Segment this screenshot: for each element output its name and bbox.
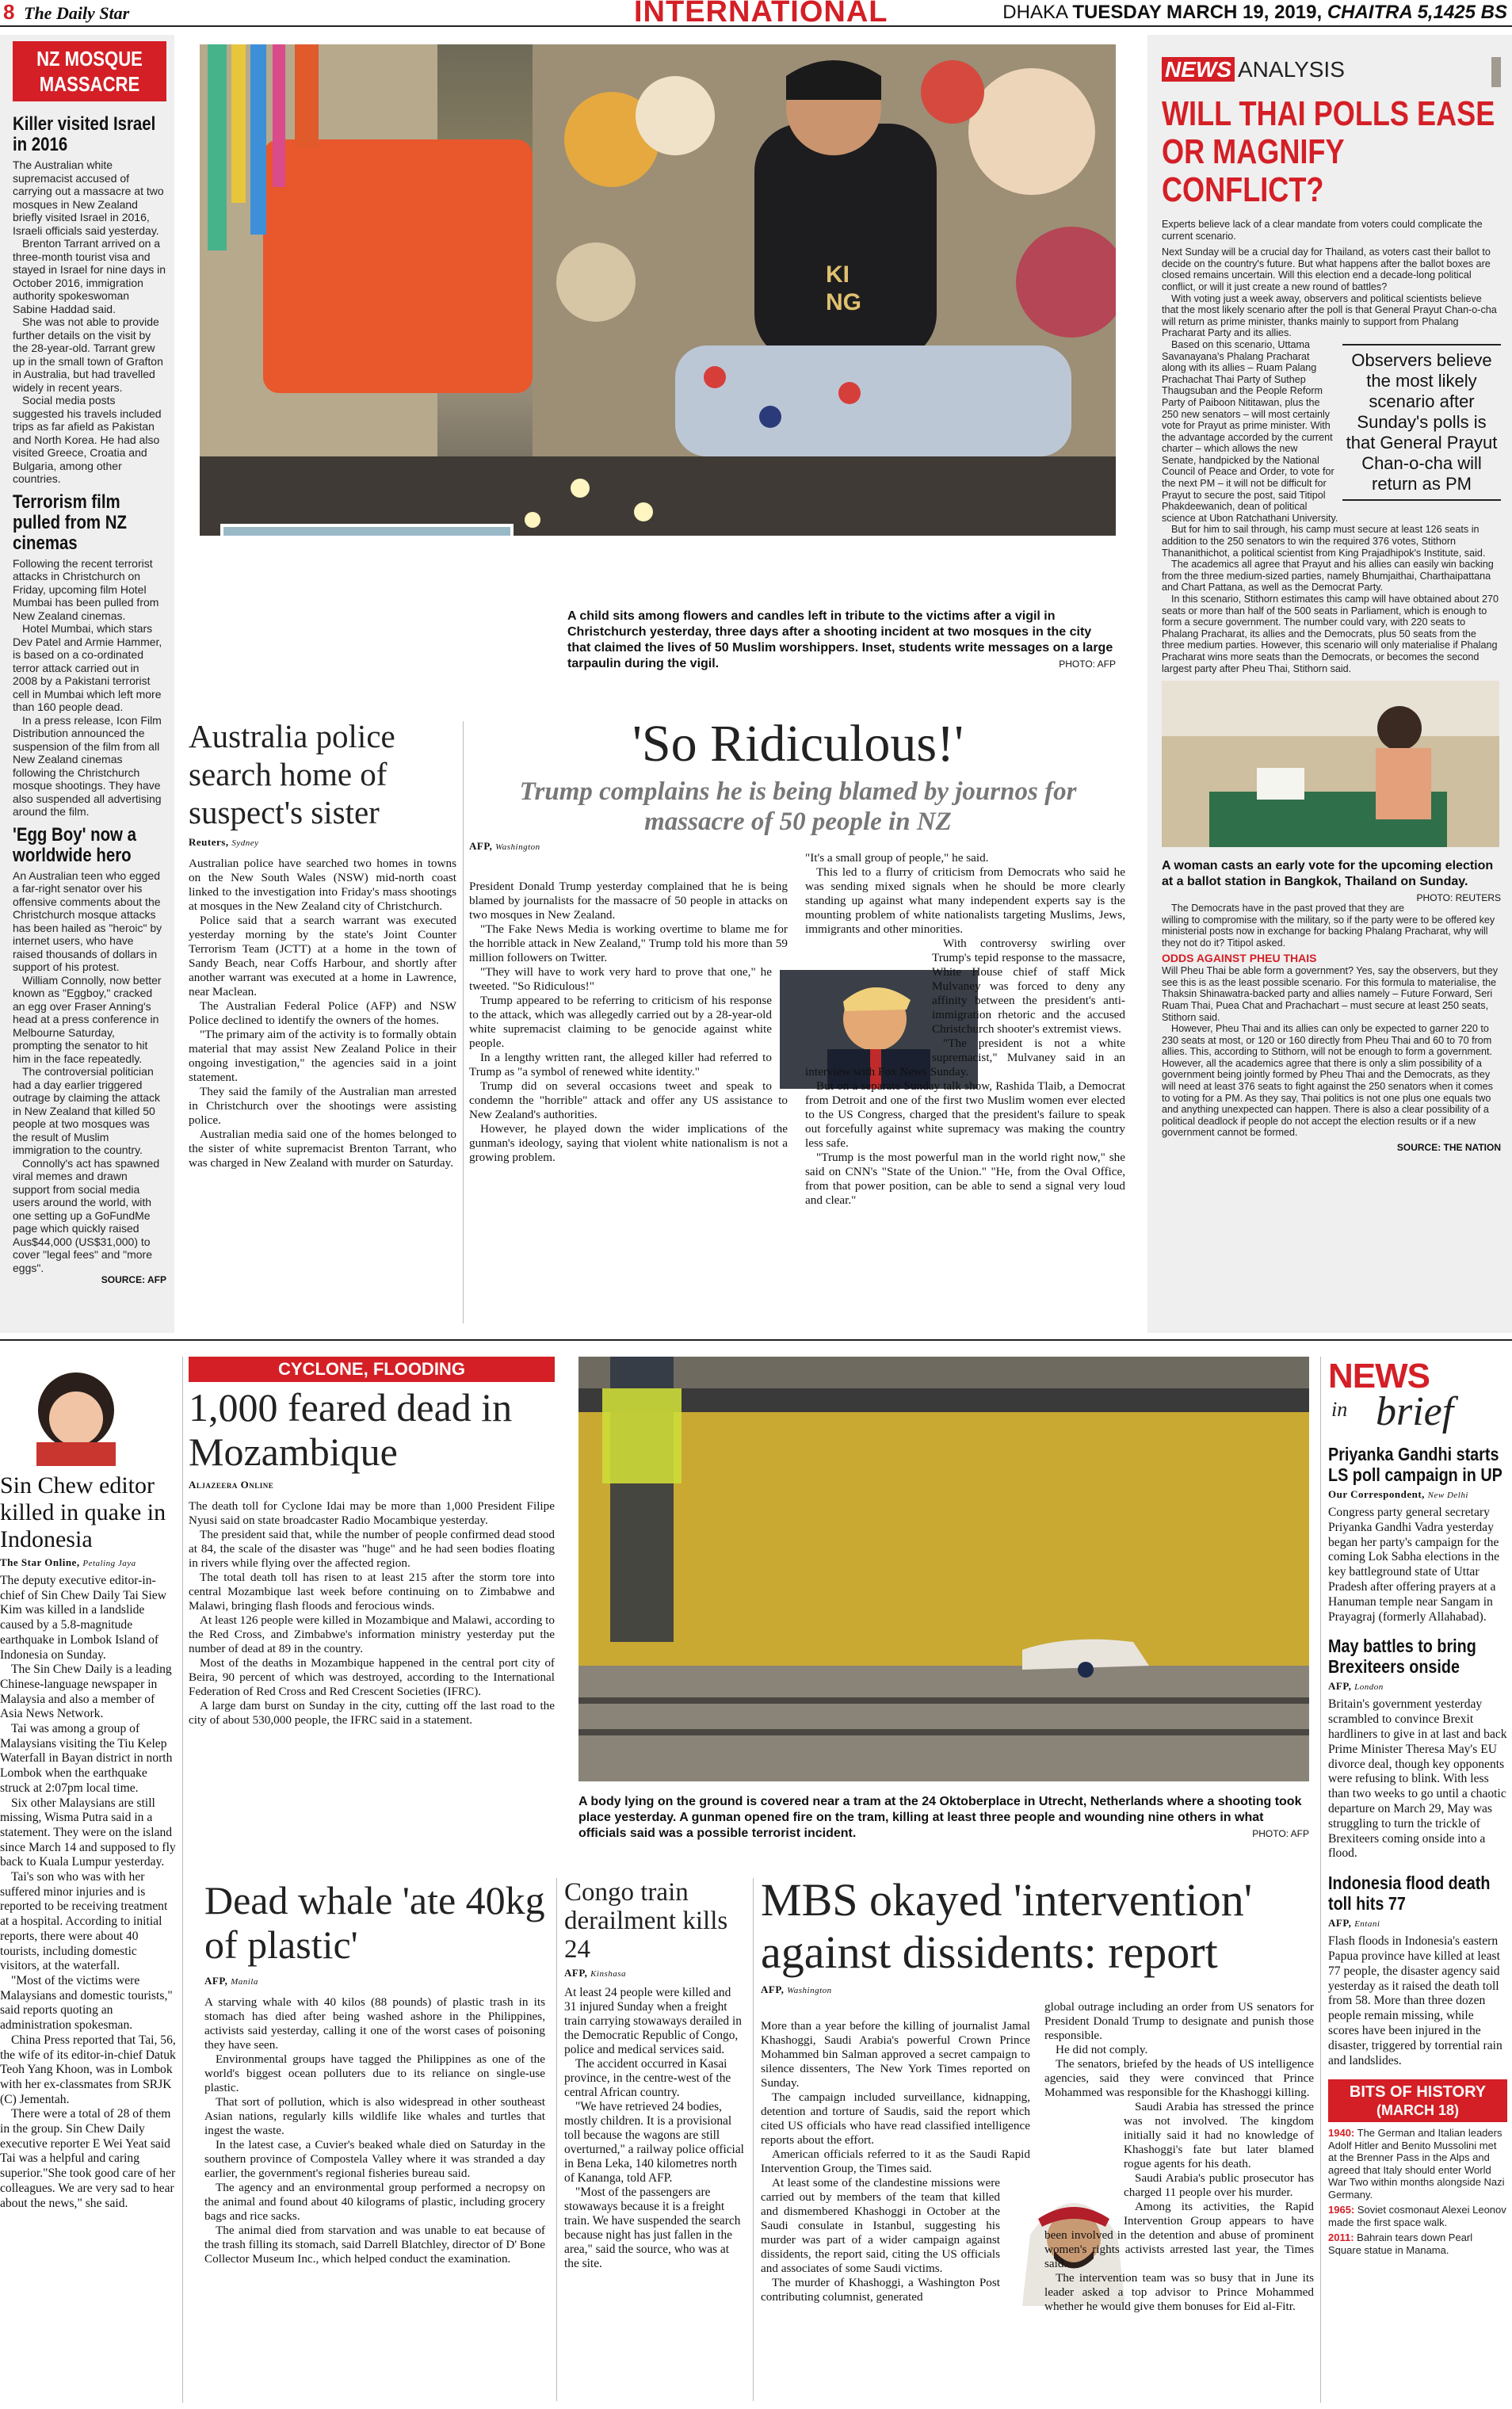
para: Six other Malaysians are still missing, Wisma Putra said in a statement. They were on the island since March 14 and supposed to fly back to Kuala Lumpur yesterday. [0, 1796, 176, 1869]
para: The campaign included surveillance, kidnapping, detention and torture of Saudis, said the report which cited US officials who have read classified intelligence reports about the effort. [761, 2090, 1030, 2147]
para: The death toll for Cyclone Idai may be more than 1,000 President Filipe Nyusi said on state broadcaster Radio Mocambique yesterday. [189, 1499, 555, 1527]
para: The animal died from starvation and was unable to eat because of the trash filling its stomach, said Darrell Blatchley, director of D' Bone Collector Museum Inc., which helped conduct the examination. [204, 2224, 545, 2266]
mozambique-body [189, 1499, 555, 1728]
brief-byline-3 [1328, 1917, 1507, 1930]
para: "The Fake News Media is working overtime to blame me for the horrible attack in New Zealand," Trump told his more than 59 million followers on Twitter. [469, 922, 788, 964]
australia-body [189, 857, 456, 1170]
paper-name: The Daily Star [24, 3, 130, 23]
kicker-text: CYCLONE, FLOODING [278, 1359, 465, 1379]
brief-byline-2 [1328, 1680, 1507, 1693]
australia-story [189, 717, 456, 1170]
analysis-title: WILL THAI POLLS EASE OR MAGNIFY CONFLICT? [1162, 94, 1495, 209]
nz-sidebar [0, 35, 174, 1333]
para: An Australian teen who egged a far-right senator over his offensive comments about the Christchurch mosque attacks has been hailed as "heroic" by internet users, who have raised thousands of dollars in support of his protest. [13, 869, 162, 973]
whale-byline [204, 1975, 545, 1987]
para: But for him to sail through, his camp must secure at least 126 seats in addition to the 250 senators to win the required 376 votes, Stithorn Thananithichot, a political scientist from King Prajadhipok's Institute, said. [1162, 524, 1486, 559]
para: At least some of the clandestine missions were carried out by members of the team that killed and dismembered Khashoggi in October at the Saudi consulate in Istanbul, suggesting his murder was part of a wider campaign against dissidents, the report said, citing the US officials and associates of some Saudi victims. [761, 2176, 1000, 2275]
history-year: 2011: [1328, 2231, 1354, 2244]
brief-news: NEWS [1328, 1357, 1430, 1395]
dateline [1002, 2, 1507, 24]
para: "We have retrieved 24 bodies, mostly children. It is a provisional toll because the wagons are still overturned," a railway police official in Bena Leka, 140 kilometres north of Kananga, told AFP. [564, 2100, 744, 2185]
para: global outrage including an order from US senators for President Donald Trump to designate and punish those responsible. [1044, 2000, 1314, 2042]
analysis-source: SOURCE: THE NATION [1396, 1142, 1501, 1154]
brief-title-3: Indonesia flood death toll hits 77 [1328, 1873, 1491, 1915]
analysis-subhead: ODDS AGAINST PHEU THAIS [1162, 951, 1317, 964]
mozambique-byline: Aljazeera Online [189, 1479, 274, 1491]
sidebar-title-1: Killer visited Israel in 2016 [13, 113, 156, 155]
byline-agency: AFP, [1328, 1917, 1352, 1930]
column-rule [753, 1878, 754, 2401]
history-item [1328, 2231, 1507, 2256]
photo-wrap-space [1044, 2100, 1124, 2227]
byline-agency: AFP, [564, 1967, 588, 1979]
news-in-brief [1328, 1357, 1507, 2256]
brief-logo [1328, 1357, 1507, 1436]
mbs-byline [761, 1983, 1315, 1996]
column-rule [1320, 1357, 1321, 2403]
portrait-art [13, 1363, 139, 1466]
analysis-tag-text: ANALYSIS [1238, 57, 1345, 82]
byline-place: Manila [231, 1977, 258, 1987]
para: There were a total of 28 of them in the group. Sin Chew Daily executive reporter E Wei Yeat said Tai was a helpful and caring superior."She took good care of her colleagues. We are very sad to hear about the news," she said. [0, 2107, 176, 2210]
congo-story [564, 1878, 745, 2271]
svg-text:NG: NG [826, 289, 861, 315]
column-rule [182, 1357, 183, 2403]
column-rule [463, 721, 464, 1323]
page-number: 8 [3, 0, 15, 24]
analysis-body-1 [1162, 219, 1501, 674]
para: Connolly's act has spawned viral memes and drawn support from social media users around the world, with one setting up a GoFundMe page which quickly raised Aus$44,000 (US$31,000) to cover "legal fees" and "more eggs". [13, 1156, 160, 1274]
para: The senators, briefed by the heads of US intelligence agencies, said they were convinced that Prince Mohammed was responsible for the Khashoggi killing. [1044, 2057, 1314, 2099]
congo-body [564, 1986, 745, 2271]
para: The Democrats have in the past proved that they are willing to compromise with the military, so if the party were to be offered key ministerial posts now in exchange for backing Phalang Pracharat, why will they not do it? Titipol asked. [1162, 903, 1495, 949]
para: Trump did on several occasions tweet and speak to condemn the "horrible" attack and offer any US assistance to New Zealand's authorities. [469, 1079, 788, 1121]
bits-of-history [1328, 2079, 1507, 2122]
byline-place: New Delhi [1427, 1491, 1468, 1500]
brief-byline-1 [1328, 1488, 1507, 1501]
byline-agency: The Star Online, [0, 1556, 80, 1568]
column-rule [556, 1878, 557, 2401]
para: "Most of the victims were Malaysians and domestic tourists," said reports quoting an administration spokesman. [0, 1973, 173, 2033]
inset-photo-art [223, 527, 514, 536]
trump-body-col1 [469, 880, 788, 1165]
history-text: Bahrain tears down Pearl Square statue in Manama. [1328, 2231, 1473, 2256]
history-text: The German and Italian leaders Adolf Hitler and Benito Mussolini met at the Brenner Pass in the Alps and agreed that Italy should enter World War Two within months alongside Nazi Germany. [1328, 2127, 1505, 2201]
para: The Sin Chew Daily is a leading Chinese-language newspaper in Malaysia and also a member of Asia News Network. [0, 1663, 172, 1721]
analysis-tag [1162, 57, 1501, 86]
para: "The primary aim of the activity is to formally obtain material that may assist New Zealand Police in their ongoing investigation," the agencies said in a joint statement. [189, 1028, 456, 1084]
brief-body-3: Flash floods in Indonesia's eastern Papua province have killed at least 77 people, the disaster agency said yesterday as it raised the death toll from 58. More than three dozen people remain missing, while scores have been injured in the disaster, triggered by torrential rain and landslides. [1328, 1934, 1502, 2067]
ballot-photo [1162, 681, 1499, 847]
pullquote-text: Observers believe the most likely scenario after Sunday's polls is that General Prayut Chan-o-cha will return as PM [1346, 349, 1498, 494]
para: Tai's son who was with her suffered minor injuries and is reported to be receiving treatment at a hospital. According to initial reports, there were about 40 tourists, including domestic visitors, at the waterfall. [0, 1870, 168, 1973]
mozambique-headline: 1,000 feared dead in Mozambique [189, 1385, 513, 1474]
para: More than a year before the killing of journalist Jamal Khashoggi, Saudi Arabia's powerful Crown Prince Mohammed bin Salman approved a secret campaign to silence dissenters, The New York Times reported on Sunday. [761, 2019, 1030, 2090]
sidebar-body-1 [13, 158, 166, 486]
byline-agency: AFP, [469, 840, 493, 852]
ballot-photo-art [1162, 681, 1499, 847]
para: The Australian white supremacist accused of carrying out a massacre at two mosques in New Zealand briefly visited Israel in 2016, Israeli officials said yesterday. [13, 158, 164, 237]
analysis-body-2 [1162, 903, 1501, 1139]
para: With controversy swirling over Trump's tepid response to the massacre, White House chief of staff Mick Mulvaney was forced to deny any affinity between the president's anti-immigration rhetoric and the accused Christchurch shooter's extremist views. [932, 937, 1125, 1036]
trump-story [469, 713, 1127, 853]
para: At least 126 people were killed in Mozambique and Malawi, according to the Red Cross, and Zimbabwe's information ministry yesterday put the number of dead at 89 in the country. [189, 1613, 555, 1655]
sidebar-body-3 [13, 869, 166, 1275]
photo-credit: PHOTO: REUTERS [1416, 892, 1501, 904]
para: But on a separate Sunday talk show, Rashida Tlaib, a Democrat from Detroit and one of the first two Muslim women ever elected to the US Congress, charged that the president's failure to speak out forcefully against white supremacy was making the country less safe. [805, 1079, 1125, 1150]
brief-body-2: Britain's government yesterday scrambled to convince Brexit hardliners to give in at last and back Prime Minister Theresa May's EU divorce deal, though key opponents were refusing to blink. With less than two weeks to go until a chaotic departure on March 29, May was struggling to turn the trickle of Brexiteers coming onside into a flood. [1328, 1697, 1507, 1861]
section-title: INTERNATIONAL [634, 0, 888, 29]
masthead [0, 0, 1512, 27]
utrecht-photo [578, 1357, 1309, 1781]
history-item [1328, 2127, 1507, 2201]
para: Social media posts suggested his travels included trips as far afield as Pakistan and North Korea. He had also visited Greece, Croatia and Bulgaria, among other countries. [13, 394, 162, 485]
para: With voting just a week away, observers and political scientists believe that the most likely scenario after the poll is that General Prayut Chan-o-cha will return as prime minister, thanks mainly to support from Phalang Pracharat Party and its allies. [1162, 292, 1497, 339]
history-item [1328, 2204, 1507, 2228]
section-divider [0, 1339, 1512, 1341]
para: President Donald Trump yesterday complained that he is being blamed by journalists for the massacre of 50 people in attacks on two mosques in New Zealand. [469, 880, 788, 922]
byline-place: Entani [1354, 1919, 1380, 1930]
para: Will Pheu Thai be able form a government? Yes, say the observers, but they see this is as the least possible scenario. For this formula to materialise, the Thaksin Shinawatra-backed party and allies namely – Future Forward, Seri Ruam Thai, Puea Chat and Prachachart – must secure at least 250 seats, Stithorn said. [1162, 965, 1498, 1023]
brief-title-1: Priyanka Gandhi starts LS poll campaign in UP [1328, 1444, 1502, 1485]
para: Brenton Tarrant arrived on a three-month tourist visa and stayed in Israel for nine days in October 2016, immigration authority spokeswoman Sabine Haddad said. [13, 237, 166, 315]
para: Trump appeared to be referring to criticism of his response to the attack, which was allegedly carried out by a 28-year-old white supremacist claiming to be genocide against white people. [469, 994, 772, 1050]
para: American officials referred to it as the Saudi Rapid Intervention Group, the Times said. [761, 2147, 1030, 2175]
news-analysis-box [1147, 35, 1512, 1333]
para: The deputy executive editor-in-chief of Sin Chew Daily Tai Siew Kim was killed in a landslide caused by a 5.8-magnitude earthquake in Lombok Island of Indonesia on Sunday. [0, 1574, 166, 1662]
trump-headline: 'So Ridiculous!' [632, 715, 964, 773]
whale-body [204, 1995, 545, 2266]
ballot-caption-text: A woman casts an early vote for the upcoming election at a ballot station in Bangkok, Thailand on Sunday. [1162, 859, 1494, 889]
para: The total death toll has risen to at least 215 after the storm tore into central Mozambique last week before continuing on to Zimbabwe and Malawi, bringing flash floods and ferocious winds. [189, 1571, 555, 1613]
trump-subtitle: Trump complains he is being blamed by journos for massacre of 50 people in NZ [519, 777, 1077, 836]
para: "They will have to work very hard to prove that one," he tweeted. "So Ridiculous!" [469, 965, 772, 993]
byline-place: Washington [787, 1986, 832, 1995]
byline-place: London [1354, 1682, 1384, 1693]
news-tag: NEWS [1162, 57, 1235, 82]
brief-brief: brief [1376, 1389, 1454, 1434]
utrecht-caption-text: A body lying on the ground is covered near a tram at the 24 Oktoberplace in Utrecht, Netherlands where a shooting took place yesterday. A gunman opened fire on the tram, killing at least three people and wounding nine others in what officials said was a possible terrorist incident. [578, 1795, 1302, 1840]
editor-portrait [13, 1363, 139, 1466]
para: The academics all agree that Prayut and his allies can easily win backing from the three medium-sized parties, namely Bhumjaithai, Charthaipattana and Chart Pattana, as well as the Democrat Party. [1162, 559, 1494, 594]
para: Following the recent terrorist attacks in Christchurch on Friday, upcoming film Hotel Mumbai has been pulled from New Zealand cinemas. [13, 556, 159, 622]
history-date: (MARCH 18) [1376, 2102, 1459, 2119]
dateline-city: DHAKA [1002, 2, 1067, 23]
para: A large dam burst on Sunday in the city, cutting off the last road to the city of about 530,000 people, the IFRC said in a statement. [189, 1699, 555, 1727]
mbs-body-col2 [1044, 2000, 1314, 2314]
sidebar-title-3: 'Egg Boy' now a worldwide hero [13, 823, 136, 866]
para: Hotel Mumbai, which stars Dev Patel and Armie Hammer, is based on a co-ordinated terror attack carried out in 2008 by a Pakistani terrorist cell in Mumbai which left more than 160 people dead. [13, 622, 162, 713]
sinchew-byline [0, 1556, 176, 1569]
para: However, he played down the wider implications of the gunman's ideology, saying that violent white nationalism is not a growing problem. [469, 1122, 788, 1164]
para: In a press release, Icon Film Distribution announced the suspension of the film from all New Zealand cinemas following the Christchurch mosque shootings. They have also suspended all advertising around the film. [13, 713, 162, 818]
para: Police said that a search warrant was executed yesterday morning by the state's Joint Counter Terrorism Team (JCTT) at a home in the town of Sandy Beach, near Coffs Harbour, and shortly after another warrant was executed at a home in Lawrence, near Maclean. [189, 914, 456, 998]
photo-credit: PHOTO: AFP [1252, 1828, 1309, 1839]
byline-agency: AFP, [1328, 1680, 1352, 1693]
byline-agency: AFP, [204, 1975, 228, 1987]
para: In the latest case, a Cuvier's beaked whale died on Saturday in the southern province of Compostela Valley where it was stranded a day earlier, the government's regional fisheries bureau said. [204, 2138, 545, 2180]
byline-agency: Our Correspondent, [1328, 1488, 1425, 1500]
para: The president said that, while the number of people confirmed dead stood at 84, the scale of the disaster was "huge" and he had seen bodies floating in rivers while flying over the affected region. [189, 1528, 555, 1570]
vigil-photo-art [200, 44, 1116, 536]
para: The Australian Federal Police (AFP) and NSW Police declined to identify the owners of the homes. [189, 999, 456, 1027]
para: The controversial politician had a day earlier triggered outrage by claiming the attack in New Zealand that killed 50 people at two mosques was the result of Muslim immigration to the country. [13, 1065, 160, 1156]
para: This led to a flurry of criticism from Democrats who said he was sending mixed signals when he should be more clearly standing up against what many independent experts say is the mounting problem of white nationalists targeting Muslims, Jews, immigrants and other minorities. [805, 865, 1125, 936]
mozambique-kicker [189, 1357, 555, 1382]
para: Saudi Arabia has stressed the prince was not involved. The kingdom initially said it had no knowledge of Khashoggi's fate but later blamed rogue agents for his death. [1124, 2100, 1314, 2170]
byline-place: Sydney [231, 838, 259, 848]
vigil-caption [567, 609, 1116, 672]
para: "Most of the passengers are stowaways because it is a freight train. We have suspended the search because night has just fallen in the area," said the source, who was at the site. [564, 2186, 741, 2270]
para: At least 24 people were killed and 31 injured Sunday when a freight train carrying stowaways derailed in the Democratic Republic of Congo, police and medical services said. [564, 1986, 742, 2056]
para: A starving whale with 40 kilos (88 pounds) of plastic trash in its stomach has died after being washed ashore in the Philippines, activists said yesterday, calling it one of the worst cases of poisoning they have seen. [204, 1995, 545, 2052]
byline-agency: AFP, [761, 1983, 785, 1995]
para: Australian media said one of the homes belonged to the sister of white supremacist Brenton Tarrant, who was charged in New Zealand with murder on Saturday. [189, 1128, 456, 1170]
sinchew-body [0, 1574, 176, 2211]
sinchew-story [0, 1363, 176, 2211]
para: The intervention team was so busy that in June its leader asked a top advisor to Prince Mohammed whether he would give them bonuses for Eid al-Fitr. [1044, 2271, 1314, 2313]
para: The agency and an environmental group performed a necropsy on the animal and found about 40 kilograms of plastic, including grocery bags and rice sacks. [204, 2181, 545, 2223]
sidebar-source: SOURCE: AFP [101, 1274, 166, 1285]
para: In this scenario, Stithorn estimates this camp will have obtained about 270 seats or more than half of the 500 seats in Parliament, which is enough to form a secure government. The number could vary, with 220 seats to Phalang Pracharat, its allies and the Democrats, plus 50 seats from the three medium parties. However, this scenario will only materialise if Phalang Pracharat wins more seats than the Democrats, or becomes the second largest party after Pheu Thai, Stithorn said. [1162, 594, 1499, 674]
mbs-body-col1 [761, 2019, 1030, 2309]
byline-place: Washington [495, 842, 540, 852]
para: They said the family of the Australian man arrested in Christchurch over the shootings were assisting police. [189, 1085, 456, 1127]
brief-body-1: Congress party general secretary Priyanka Gandhi Vadra yesterday began her party's campaign for the coming Lok Sabha elections in the key battleground state of Uttar Pradesh after offering prayers at a Hanuman temple near Sangam in Prayagraj (formerly Allahabad). [1328, 1506, 1500, 1624]
brief-in: in [1331, 1398, 1348, 1421]
para: "It's a small group of people," he said. [805, 851, 989, 865]
history-items [1328, 2127, 1507, 2256]
sidebar-banner-text: NZ MOSQUE MASSACRE [36, 47, 143, 96]
congo-byline [564, 1967, 745, 1980]
utrecht-caption [578, 1794, 1309, 1842]
analysis-bar [1491, 57, 1501, 87]
para: Based on this scenario, Uttama Savanayana's Phalang Pracharat along with its allies – Ruam Palang Prachachat Thai Party of Suthep Thaugsuban and the People Reform Party of Paiboon Nititawan, plus the 250 new senators – will most certainly vote for Prayut as prime minister. With the advantage accorded by the current charter – which allows the new Senate, handpicked by the National Council of Peace and Order, to vote for the next PM – it will not be difficult for Prayut to secure the post, said Titipol Phakdeewanich, dean of political science at Ubon Ratchathani University. [1162, 338, 1338, 524]
para: That sort of pollution, which is also widespread in other southeast Asian nations, regularly kills wildlife like whales and turtles that ingest the waste. [204, 2095, 545, 2137]
para: Tai was among a group of Malaysians visiting the Tiu Kelep Waterfall in Bayan district in north Lombok when the earthquake struck at 2:07pm local time. [0, 1722, 173, 1795]
sidebar-banner [13, 41, 166, 101]
para: Most of the deaths in Mozambique happened in the central port city of Beira, 90 percent of which was destroyed, according to the International Federation of Red Cross and Red Crescent Societies (IFRC). [189, 1656, 555, 1698]
congo-headline: Congo train derailment kills 24 [564, 1878, 728, 1964]
whale-story [204, 1878, 545, 2266]
history-text: Soviet cosmonaut Alexei Leonov made the first space walk. [1328, 2204, 1506, 2228]
para: The accident occurred in Kasai province, in the centre-west of the central African country. [564, 2057, 731, 2099]
mozambique-story [189, 1357, 555, 1728]
sinchew-headline: Sin Chew editor killed in quake in Indonesia [0, 1472, 166, 1552]
byline-agency: Reuters, [189, 836, 229, 848]
brief-title-2: May battles to bring Brexiteers onside [1328, 1636, 1476, 1678]
para: Australian police have searched two homes in towns on the New South Wales (NSW) mid-north coast linked to the investigation into Friday's mass shootings at mosques in the New Zealand city of Christchurch. [189, 857, 456, 913]
byline-place: Petaling Jaya [82, 1559, 136, 1568]
para: She was not able to provide further details on the visit by the 28-year-old. Tarrant grew up in the small town of Grafton in Australia, but had travelled widely in recent years. [13, 315, 163, 394]
history-year: 1940: [1328, 2127, 1355, 2140]
para: The murder of Khashoggi, a Washington Post contributing columnist, generated [761, 2276, 1000, 2304]
byline-place: Kinshasa [590, 1969, 627, 1979]
history-year: 1965: [1328, 2204, 1355, 2216]
para: "Trump is the most powerful man in the world right now," she said on CNN's "State of the Union." "He, from the Oval Office, from that power position, can be able to send a signal very loud and clear." [805, 1151, 1125, 1207]
dateline-bangla: CHAITRA 5,1425 BS [1327, 2, 1507, 23]
sidebar-title-2: Terrorism film pulled from NZ cinemas [13, 491, 127, 554]
para: Among its activities, the Rapid Intervention Group appears to have been involved in the detention and abuse of prominent women's rights activists arrested last year, the Times said. [1044, 2200, 1314, 2270]
ballot-caption [1162, 858, 1501, 904]
para: William Connolly, now better known as "Eggboy," cracked an egg over Fraser Anning's head at a press conference in Melbourne Saturday, prompting the senator to hit him in the face repeatedly. [13, 973, 162, 1065]
utrecht-photo-art [578, 1357, 1309, 1781]
dateline-day: TUESDAY MARCH 19, 2019, [1072, 2, 1323, 23]
whale-headline: Dead whale 'ate 40kg of plastic' [204, 1878, 545, 1967]
para: Experts believe lack of a clear mandate from voters could complicate the current scenario. [1162, 219, 1483, 242]
photo-credit: PHOTO: AFP [1059, 659, 1116, 670]
vigil-inset-photo [220, 524, 514, 536]
svg-text:KI: KI [826, 262, 850, 288]
australia-headline: Australia police search home of suspect's sister [189, 718, 395, 830]
sidebar-body-2 [13, 557, 166, 819]
mbs-story [761, 1874, 1315, 1996]
australia-byline [189, 836, 456, 849]
trump-body-col2 [805, 851, 1125, 1208]
para: However, Pheu Thai and its allies can only be expected to garner 220 to 230 seats at most, or 120 or 160 directly from Pheu Thai and 60 to 70 from allies. This, according to Stithorn, will not be enough to form a government. However, all the academics agree that there is only a slim possibility of a government being jointly formed by Pheu Thai and the Democrats, as they will need at least 376 seats to fight against the 250 senators when it comes to voting for a PM. As they say, Thai politics is not one plus one equals two and anything unexpected can happen. There is also a clear possibility of a political deadlock if people do not accept the election results or if a new government cannot be formed. [1162, 1023, 1493, 1139]
analysis-pullquote [1342, 344, 1501, 501]
vigil-caption-text: A child sits among flowers and candles left in tribute to the victims after a vigil in Christchurch yesterday, three days after a shooting incident at two mosques in the city that claimed the lives of 50 Muslim worshippers. Inset, students write messages on a large tarpaulin during the vigil. [567, 609, 1113, 670]
mbs-headline: MBS okayed 'intervention' against dissidents: report [761, 1874, 1253, 1978]
history-title: BITS OF HISTORY [1349, 2083, 1487, 2102]
para: China Press reported that Tai, 56, the wife of its editor-in-chief Datuk Teoh Yang Khoon, was in Lombok with her ex-classmates from SRJK (C) Jementah. [0, 2033, 176, 2106]
para: Environmental groups have tagged the Philippines as one of the world's biggest ocean polluters due to its reliance on single-use plastic. [204, 2052, 545, 2094]
photo-wrap-space [805, 937, 932, 1056]
para: Next Sunday will be a crucial day for Thailand, as voters cast their ballot to decide on the country's future. But what happens after the ballot boxes are closed remains uncertain. Will this election end a decade-long political conflict, or will it just create a new round of battles? [1162, 246, 1491, 292]
vigil-photo [200, 44, 1116, 536]
para: "The president is not a white supremacist," Mulvaney said in an interview with Fox News Sunday. [805, 1037, 1125, 1079]
para: In a lengthy written rant, the alleged killer had referred to Trump as "a symbol of renewed white identity." [469, 1051, 772, 1079]
para: Saudi Arabia's public prosecutor has charged 11 people over his murder. [1124, 2171, 1314, 2199]
para: He did not comply. [1056, 2043, 1148, 2056]
